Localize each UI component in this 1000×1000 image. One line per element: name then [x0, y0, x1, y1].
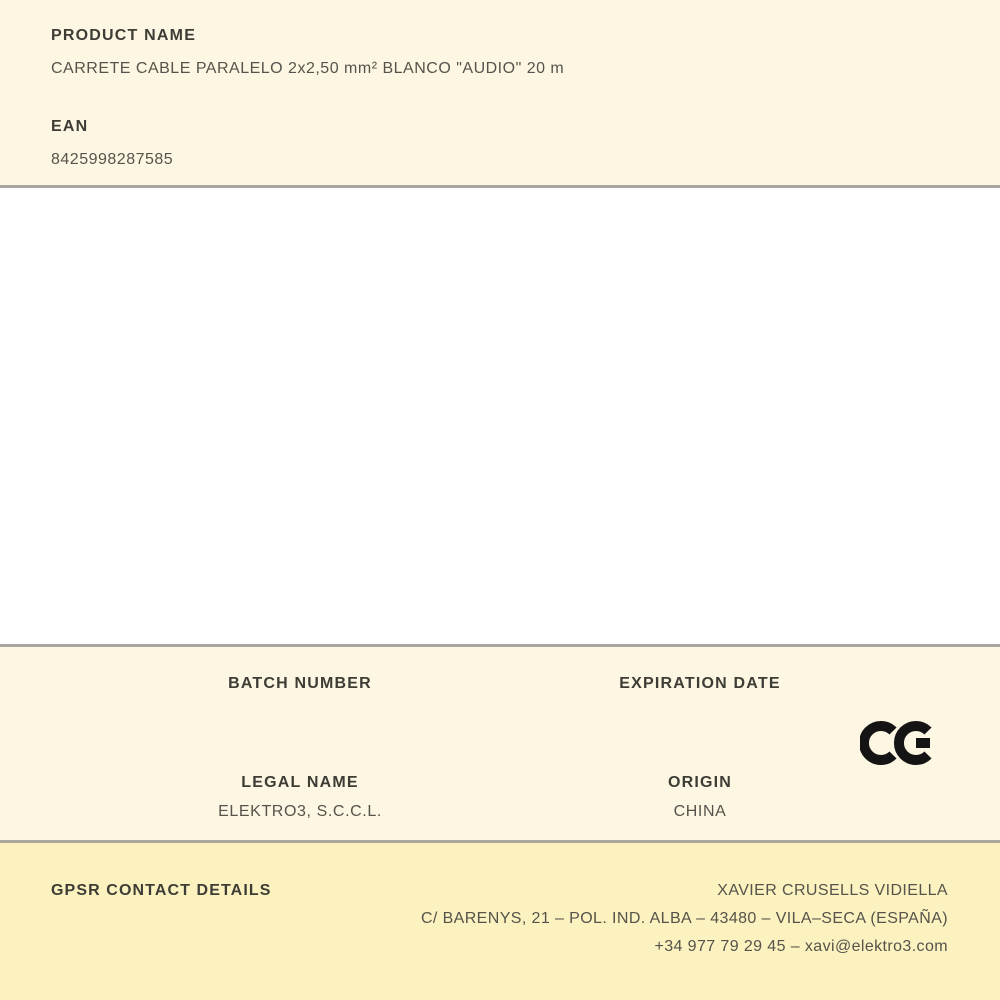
- origin-field: [500, 774, 900, 821]
- ce-mark-icon: [860, 713, 940, 773]
- gpsr-contact-phone-email: +34 977 79 29 45 – xavi@elektro3.com: [654, 938, 948, 955]
- batch-number-label: BATCH NUMBER: [228, 675, 372, 692]
- product-name-label: PRODUCT NAME: [51, 27, 197, 44]
- details-section: [0, 647, 1000, 843]
- gpsr-contact-block: [421, 881, 948, 965]
- legal-name-value: ELEKTRO3, S.C.C.L.: [218, 803, 382, 820]
- expiration-date-field: [500, 675, 900, 704]
- product-info-section: [0, 0, 1000, 188]
- origin-label: ORIGIN: [667, 774, 733, 791]
- batch-number-field: [100, 675, 500, 704]
- legal-name-label: LEGAL NAME: [241, 774, 359, 791]
- product-name-value: CARRETE CABLE PARALELO 2x2,50 mm² BLANCO "AUDIO" 20 m: [51, 60, 565, 77]
- ean-value: 8425998287585: [51, 151, 174, 168]
- expiration-date-label: EXPIRATION DATE: [619, 675, 781, 692]
- origin-value: CHINA: [673, 803, 727, 820]
- gpsr-section: [0, 843, 1000, 1000]
- gpsr-contact-name: XAVIER CRUSELLS VIDIELLA: [717, 882, 948, 899]
- product-image-area: [0, 188, 1000, 647]
- legal-name-field: [100, 774, 500, 821]
- gpsr-contact-details-label: GPSR CONTACT DETAILS: [51, 882, 272, 899]
- ean-label: EAN: [51, 118, 89, 135]
- gpsr-contact-address: C/ BARENYS, 21 – POL. IND. ALBA – 43480 – VILA–SECA (ESPAÑA): [420, 910, 948, 927]
